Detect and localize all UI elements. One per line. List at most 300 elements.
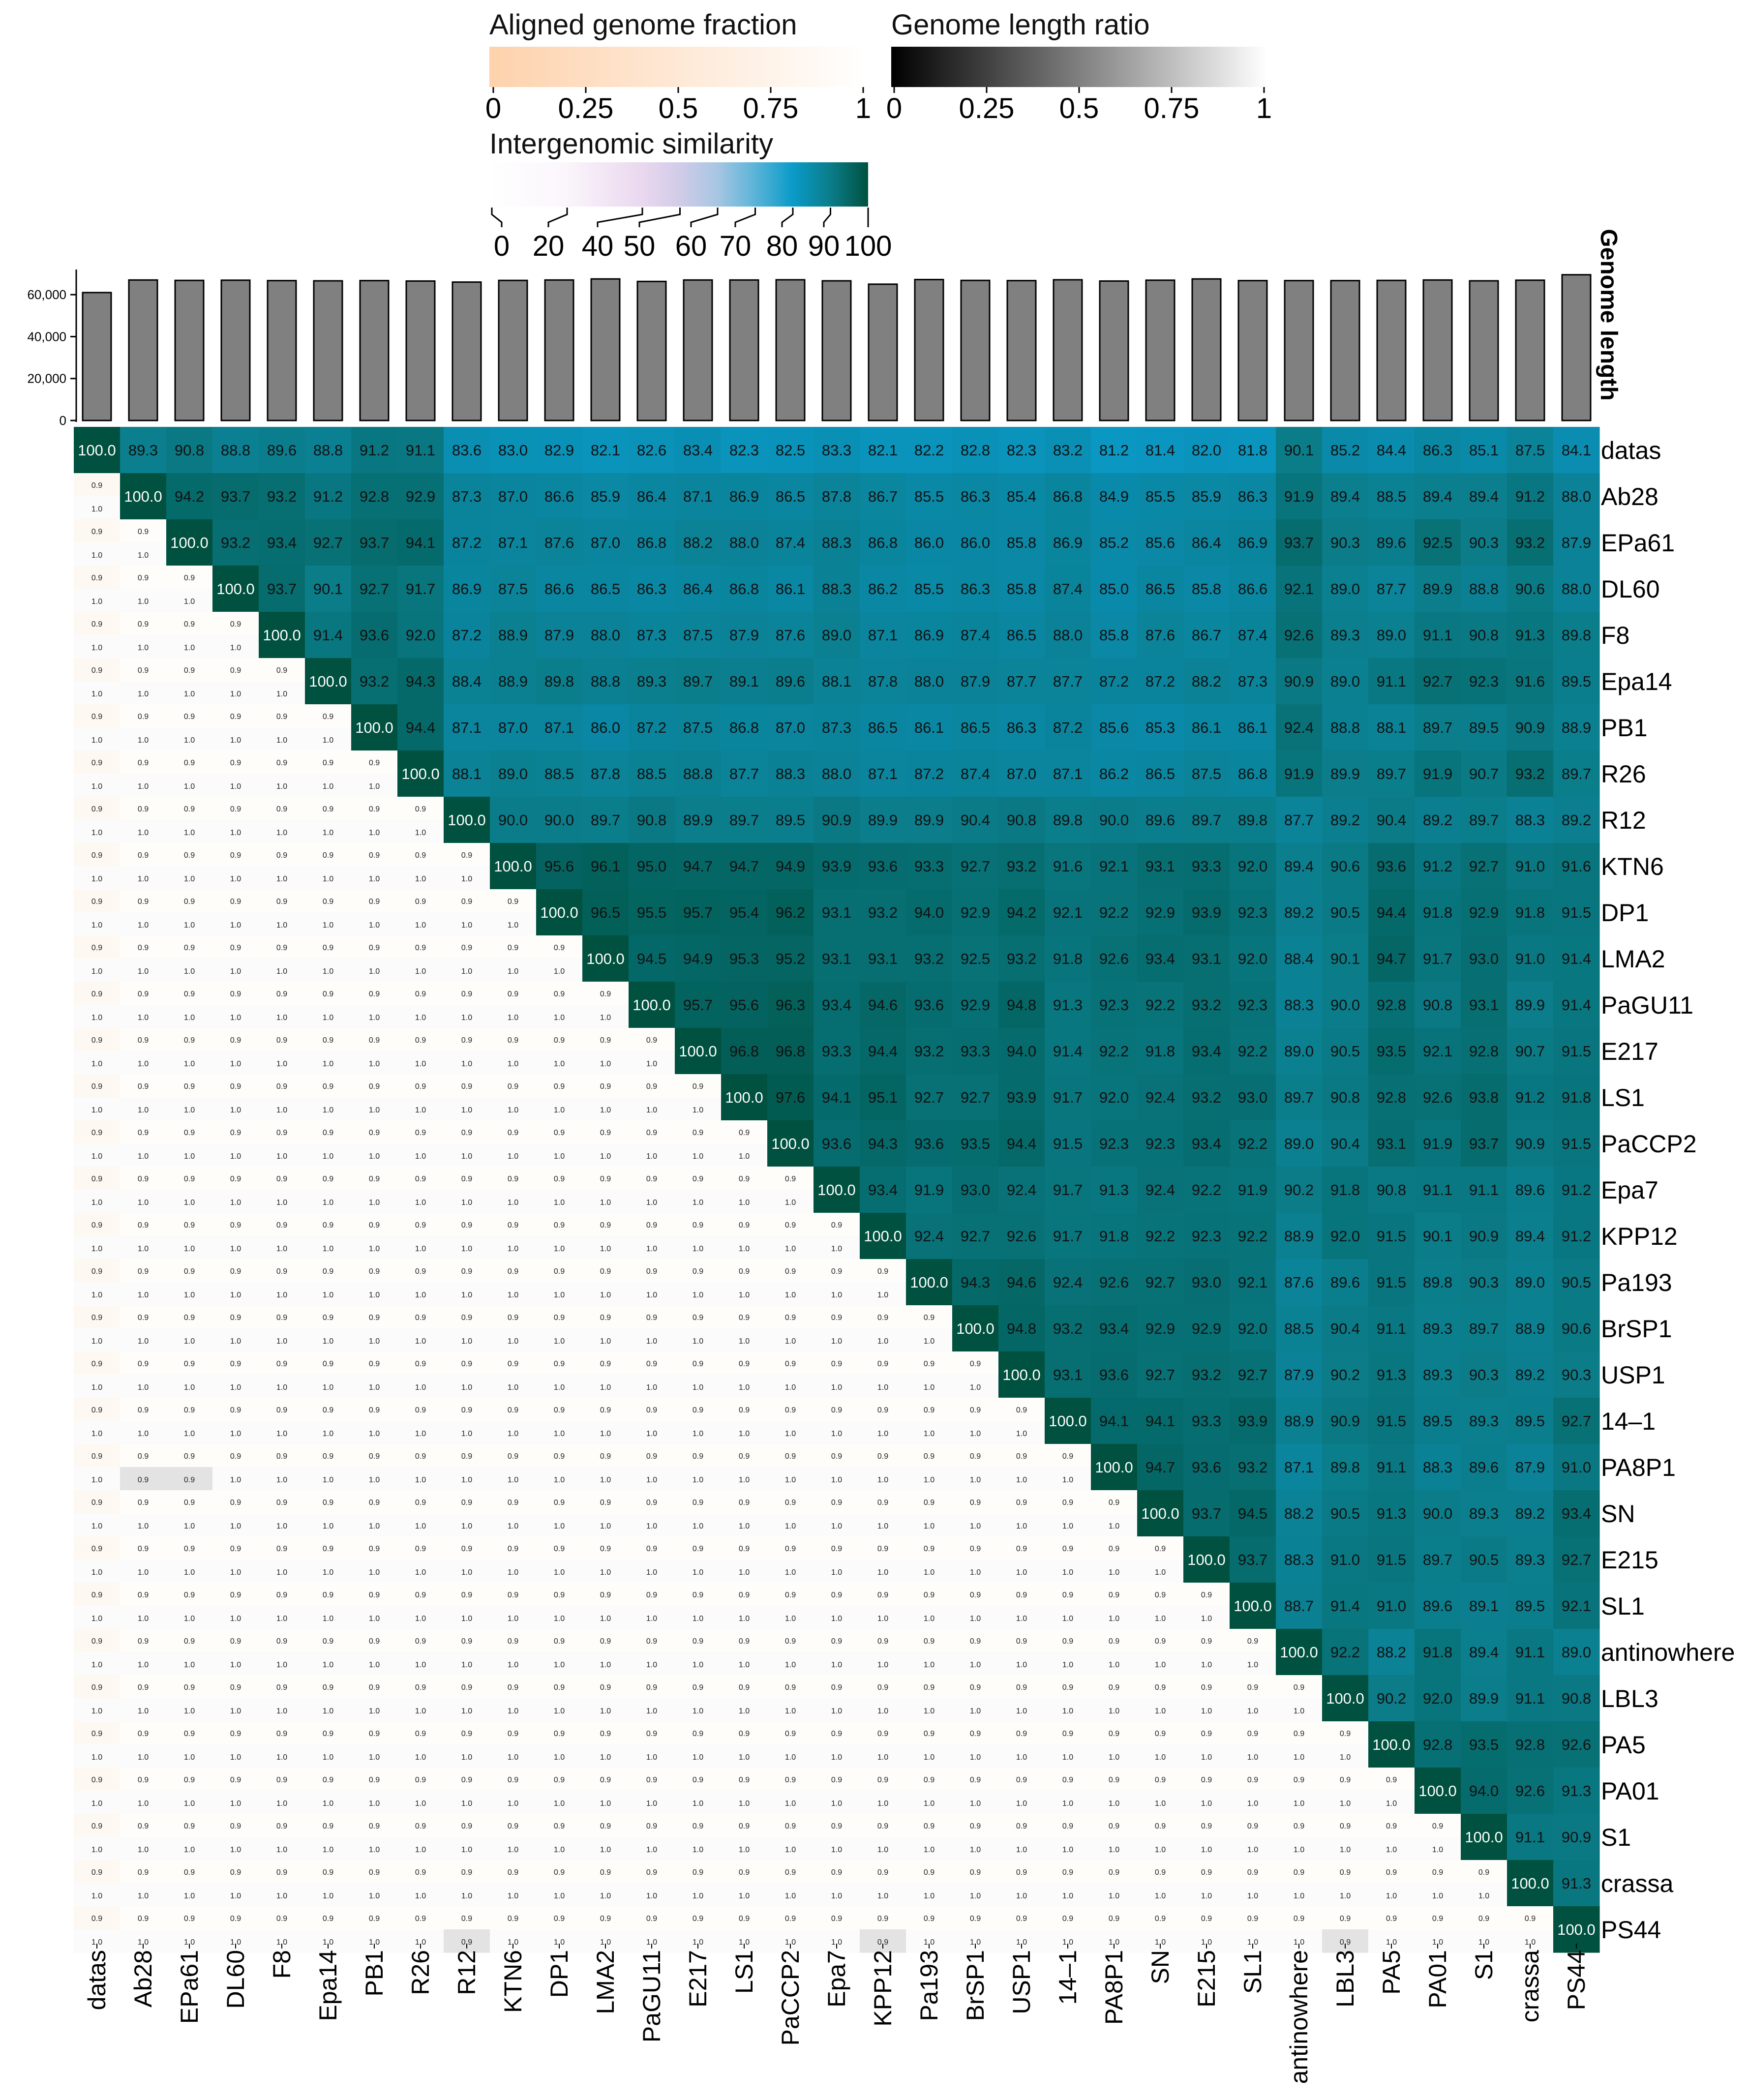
heatmap-cell-ratio-value: 1.0 — [276, 1846, 288, 1854]
heatmap-cell-aligned-value: 0.9 — [230, 1683, 241, 1692]
heatmap-cell-ratio-value: 1.0 — [368, 1476, 380, 1484]
heatmap-cell-aligned-value: 0.9 — [692, 1730, 704, 1738]
heatmap-cell-ratio-value: 1.0 — [91, 1846, 103, 1854]
heatmap-cell-ratio-value: 1.0 — [230, 1800, 241, 1808]
heatmap-cell-ratio-value: 1.0 — [137, 1060, 149, 1068]
heatmap-cell-ratio-value: 1.0 — [461, 921, 473, 930]
heatmap-cell-ratio-value: 1.0 — [1293, 1800, 1305, 1808]
heatmap-cell-value: 81.4 — [1145, 442, 1175, 459]
heatmap-cell-value: 92.4 — [1006, 1181, 1037, 1199]
heatmap-cell-aligned-value: 0.9 — [877, 1360, 889, 1368]
heatmap-cell-aligned-value: 0.9 — [877, 1683, 889, 1692]
heatmap-cell-value: 91.7 — [1053, 1181, 1083, 1199]
heatmap-cell-ratio-value: 1.0 — [322, 1152, 334, 1161]
heatmap-cell-aligned-value: 0.9 — [1293, 1915, 1305, 1923]
bar-DP1 — [545, 280, 573, 420]
heatmap-cell-aligned-value: 0.9 — [969, 1360, 981, 1368]
heatmap-cell-value: 92.6 — [1099, 950, 1129, 967]
heatmap-cell-aligned-value: 0.9 — [322, 1082, 334, 1091]
heatmap-cell-aligned-value: 0.9 — [969, 1683, 981, 1692]
heatmap-cell-aligned-value: 0.9 — [553, 1776, 565, 1784]
col-label-S1: S1 — [1470, 1950, 1498, 1980]
heatmap-cell-aligned-value: 0.9 — [276, 898, 288, 906]
heatmap-cell-aligned-value: 0.9 — [646, 1730, 658, 1738]
heatmap-cell-ratio-value: 1.0 — [322, 829, 334, 837]
heatmap-cell-value: 91.8 — [1053, 950, 1083, 967]
heatmap-cell-ratio-value: 1.0 — [137, 1568, 149, 1577]
heatmap-cell-value: 95.3 — [729, 950, 759, 967]
heatmap-cell-aligned-value: 0.9 — [368, 1175, 380, 1183]
heatmap-cell-ratio-value: 1.0 — [646, 1568, 658, 1577]
heatmap-cell-aligned-value: 0.9 — [923, 1915, 935, 1923]
heatmap-cell-aligned-value: 0.9 — [646, 1129, 658, 1137]
heatmap-cell-aligned-value: 0.9 — [969, 1499, 981, 1507]
heatmap-cell-value: 91.8 — [1561, 1089, 1592, 1106]
heatmap-cell-value: 86.3 — [1006, 719, 1037, 736]
heatmap-cell-aligned-value: 0.9 — [183, 1545, 195, 1553]
heatmap-cell-ratio-value: 1.0 — [923, 1707, 935, 1715]
heatmap-cell-value: 94.7 — [729, 858, 759, 875]
heatmap-cell-value: 92.1 — [1099, 858, 1129, 875]
heatmap-cell-aligned-value: 0.9 — [183, 898, 195, 906]
heatmap-cell-ratio-value: 1.0 — [507, 1014, 519, 1022]
heatmap-cell-value: 93.6 — [359, 627, 390, 644]
heatmap-cell-aligned-value: 0.9 — [738, 1221, 750, 1230]
heatmap-cell-ratio-value: 1.0 — [553, 1568, 565, 1577]
heatmap-cell-ratio-value: 1.0 — [415, 1568, 426, 1577]
heatmap-cell-aligned-value: 0.9 — [553, 1036, 565, 1045]
heatmap-cell-value: 86.4 — [1191, 534, 1222, 551]
row-label-SL1: SL1 — [1601, 1592, 1645, 1620]
heatmap-cell-ratio-value: 1.0 — [646, 1615, 658, 1623]
heatmap-cell-ratio-value: 1.0 — [923, 1522, 935, 1530]
heatmap-cell-value: 89.7 — [1376, 765, 1407, 782]
heatmap-cell-value: 91.0 — [1376, 1597, 1407, 1615]
heatmap-cell-value: 82.5 — [775, 442, 806, 459]
heatmap-cell-aligned-value: 0.9 — [91, 1683, 103, 1692]
heatmap-cell-value: 94.1 — [405, 534, 436, 551]
heatmap-cell-value: 91.2 — [359, 442, 390, 459]
row-label-R26: R26 — [1601, 760, 1646, 788]
heatmap-cell-aligned-value: 0.9 — [368, 944, 380, 952]
heatmap-cell-aligned-value: 0.9 — [507, 898, 519, 906]
heatmap-cell-value: 89.8 — [1422, 1274, 1453, 1291]
heatmap-cell-ratio-value: 1.0 — [553, 1800, 565, 1808]
heatmap-cell-aligned-value: 0.9 — [183, 1036, 195, 1045]
heatmap-cell-value: 85.5 — [1145, 488, 1175, 505]
heatmap-row-labels — [1601, 437, 1735, 1944]
heatmap-cell-ratio-value: 1.0 — [322, 1661, 334, 1669]
heatmap-cell-value: 88.0 — [821, 765, 852, 782]
heatmap-cell-value: 87.9 — [729, 627, 759, 644]
heatmap-cell-value: 89.7 — [1469, 811, 1499, 829]
heatmap-cell-ratio-value: 1.0 — [415, 1846, 426, 1854]
heatmap-cell-aligned-value: 0.9 — [507, 990, 519, 998]
heatmap-cell-value: 88.3 — [1284, 996, 1314, 1014]
heatmap-cell-aligned-value: 0.9 — [600, 1637, 611, 1646]
heatmap-cell-value: 92.2 — [1099, 1043, 1129, 1060]
heatmap-cell-aligned-value: 0.9 — [461, 1036, 473, 1045]
heatmap-cell-aligned-value: 0.9 — [507, 1082, 519, 1091]
heatmap-cell-ratio-value: 1.0 — [137, 1199, 149, 1207]
heatmap-cell-value: 91.2 — [1422, 858, 1453, 875]
heatmap-cell-ratio-value: 1.0 — [415, 1661, 426, 1669]
heatmap-cell-aligned-value: 0.9 — [1062, 1591, 1074, 1599]
heatmap-cell-value: 87.1 — [683, 488, 713, 505]
heatmap-cell-aligned-value: 0.9 — [784, 1868, 796, 1877]
bar-PB1 — [360, 281, 389, 420]
heatmap-cell-aligned-value: 0.9 — [1247, 1776, 1259, 1784]
heatmap-cell-aligned-value: 0.9 — [91, 1776, 103, 1784]
heatmap-cell-aligned-value: 0.9 — [507, 1822, 519, 1830]
heatmap-cell-ratio-value: 1.0 — [322, 1337, 334, 1346]
heatmap-cell-aligned-value: 0.9 — [553, 1129, 565, 1137]
heatmap-cell-aligned-value: 0.9 — [137, 1082, 149, 1091]
heatmap-cell-ratio-value: 1.0 — [600, 1291, 611, 1299]
heatmap-cell-aligned-value: 0.9 — [923, 1360, 935, 1368]
heatmap-cell-value: 88.9 — [1515, 1320, 1545, 1337]
heatmap-cell-aligned-value: 0.9 — [322, 990, 334, 998]
heatmap-cell-aligned-value: 0.9 — [415, 898, 426, 906]
heatmap-cell-aligned-value: 0.9 — [1478, 1915, 1490, 1923]
heatmap-cell-value: 87.2 — [1145, 673, 1175, 690]
heatmap-cell-aligned-value: 0.9 — [461, 1822, 473, 1830]
heatmap-cell-value: 100.0 — [1418, 1782, 1457, 1800]
heatmap-cell-value: 91.5 — [1561, 1043, 1592, 1060]
heatmap-cell-aligned-value: 0.9 — [1108, 1915, 1120, 1923]
heatmap-cell-value: 90.5 — [1561, 1274, 1592, 1291]
heatmap-cell-ratio-value: 1.0 — [230, 1753, 241, 1762]
heatmap-cell-aligned-value: 0.9 — [1062, 1915, 1074, 1923]
heatmap-cell-aligned-value: 0.9 — [183, 1730, 195, 1738]
heatmap-cell-aligned-value: 0.9 — [923, 1452, 935, 1461]
heatmap-cell-ratio-value: 1.0 — [461, 1245, 473, 1253]
heatmap-cell-ratio-value: 1.0 — [91, 1522, 103, 1530]
heatmap-cell-value: 92.0 — [1422, 1690, 1453, 1707]
heatmap-cell-value: 85.6 — [1145, 534, 1175, 551]
heatmap-cell-aligned-value: 0.9 — [692, 1082, 704, 1091]
heatmap-cell-value: 100.0 — [1187, 1551, 1226, 1568]
heatmap-cell-ratio-value: 1.0 — [322, 1892, 334, 1900]
heatmap-cell-aligned-value: 0.9 — [1016, 1868, 1027, 1877]
heatmap-cell-ratio-value: 1.0 — [600, 1938, 611, 1947]
heatmap-cell-value: 100.0 — [956, 1320, 995, 1337]
heatmap-cell-ratio-value: 1.0 — [1016, 1846, 1027, 1854]
heatmap-cell-ratio-value: 1.0 — [91, 782, 103, 791]
heatmap-cell-aligned-value: 0.9 — [230, 1406, 241, 1414]
legend-ratio-colorbar — [891, 47, 1267, 87]
heatmap-cell-value: 89.5 — [775, 811, 806, 829]
heatmap-cell-value: 87.5 — [683, 719, 713, 736]
heatmap-cell-ratio-value: 1.0 — [415, 1337, 426, 1346]
heatmap-cell-ratio-value: 1.0 — [91, 598, 103, 606]
heatmap-cell-ratio-value: 1.0 — [831, 1522, 843, 1530]
heatmap-cell-ratio-value: 1.0 — [461, 1060, 473, 1068]
heatmap-cell-ratio-value: 1.0 — [230, 1846, 241, 1854]
heatmap-cell-aligned-value: 0.9 — [646, 1591, 658, 1599]
heatmap-cell-aligned-value: 0.9 — [1201, 1730, 1212, 1738]
legend-similarity-ticks — [492, 208, 892, 262]
heatmap-cell-value: 100.0 — [401, 765, 440, 782]
heatmap-cell-value: 87.1 — [868, 627, 898, 644]
heatmap-cell-aligned-value: 0.9 — [1386, 1915, 1397, 1923]
heatmap-cell-aligned-value: 0.9 — [461, 1221, 473, 1230]
heatmap-cell-aligned-value: 0.9 — [831, 1915, 843, 1923]
heatmap-cell-aligned-value: 0.9 — [646, 1683, 658, 1692]
heatmap-cell-aligned-value: 0.9 — [923, 1868, 935, 1877]
heatmap-cell-aligned-value: 0.9 — [692, 1221, 704, 1230]
heatmap-cell-aligned-value: 0.9 — [738, 1452, 750, 1461]
heatmap-cell-ratio-value: 1.0 — [923, 1938, 935, 1947]
heatmap-cell-aligned-value: 0.9 — [183, 1452, 195, 1461]
heatmap-cell-aligned-value: 0.9 — [276, 1868, 288, 1877]
heatmap-cell-ratio-value: 1.0 — [600, 1476, 611, 1484]
heatmap-cell-ratio-value: 1.0 — [1339, 1892, 1351, 1900]
heatmap-cell-value: 89.8 — [1053, 811, 1083, 829]
heatmap-cell-ratio-value: 1.0 — [183, 1753, 195, 1762]
heatmap-cell-ratio-value: 1.0 — [738, 1383, 750, 1392]
heatmap-cell-aligned-value: 0.9 — [322, 1637, 334, 1646]
heatmap-cell-value: 88.3 — [1284, 1551, 1314, 1568]
heatmap-cell-ratio-value: 0.9 — [137, 1476, 149, 1484]
heatmap-cell-ratio-value: 1.0 — [877, 1383, 889, 1392]
heatmap-cell-ratio-value: 1.0 — [507, 921, 519, 930]
heatmap-cell-aligned-value: 0.9 — [784, 1683, 796, 1692]
heatmap-cell-ratio-value: 1.0 — [1016, 1615, 1027, 1623]
heatmap-cell-value: 96.8 — [775, 1043, 806, 1060]
heatmap-cell-ratio-value: 1.0 — [923, 1476, 935, 1484]
heatmap-cell-aligned-value: 0.9 — [784, 1314, 796, 1322]
heatmap-cell-value: 92.0 — [1099, 1089, 1129, 1106]
heatmap-cell-aligned-value: 0.9 — [923, 1545, 935, 1553]
heatmap-cell-aligned-value: 0.9 — [969, 1776, 981, 1784]
legend-ratio-title: Genome length ratio — [891, 9, 1150, 41]
heatmap-cell-value: 92.9 — [1191, 1320, 1222, 1337]
heatmap-cell-ratio-value: 1.0 — [784, 1615, 796, 1623]
bar-BrSP1 — [961, 280, 990, 420]
heatmap-cell-ratio-value: 1.0 — [322, 1245, 334, 1253]
heatmap-cell-aligned-value: 0.9 — [415, 1314, 426, 1322]
heatmap-cell-ratio-value: 1.0 — [137, 1014, 149, 1022]
heatmap-cell-value: 89.0 — [1561, 1644, 1592, 1661]
heatmap-cell-aligned-value: 0.9 — [692, 1915, 704, 1923]
heatmap-cell-ratio-value: 1.0 — [507, 1430, 519, 1438]
heatmap-cell-aligned-value: 0.9 — [461, 1360, 473, 1368]
heatmap-cell-ratio-value: 1.0 — [230, 1430, 241, 1438]
heatmap-cell-value: 90.3 — [1561, 1366, 1592, 1383]
heatmap-cell-ratio-value: 1.0 — [923, 1846, 935, 1854]
heatmap-cell-aligned-value: 0.9 — [230, 620, 241, 629]
heatmap-cell-value: 100.0 — [309, 673, 347, 690]
heatmap-cell-ratio-value: 1.0 — [322, 1014, 334, 1022]
col-label-EPa61: EPa61 — [176, 1950, 203, 2024]
heatmap-cell-ratio-value: 1.0 — [91, 921, 103, 930]
heatmap-cell-value: 91.2 — [313, 488, 343, 505]
heatmap-cell-value: 92.6 — [1561, 1736, 1592, 1753]
heatmap-cell-aligned-value: 0.9 — [877, 1267, 889, 1276]
bar-chart-y-tick-label: 20,000 — [27, 371, 66, 386]
heatmap-cell-aligned-value: 0.9 — [646, 1822, 658, 1830]
heatmap-cell-aligned-value: 0.9 — [738, 1129, 750, 1137]
heatmap-cell-ratio-value: 1.0 — [230, 1291, 241, 1299]
heatmap-cell-aligned-value: 0.9 — [230, 1822, 241, 1830]
heatmap-cell-value: 95.5 — [636, 904, 667, 921]
heatmap-cell-ratio-value: 1.0 — [276, 1291, 288, 1299]
heatmap-cell-aligned-value: 0.9 — [276, 1129, 288, 1137]
heatmap-cell-ratio-value: 1.0 — [600, 1383, 611, 1392]
legend-ratio — [886, 9, 1272, 124]
heatmap-cell-value: 91.5 — [1561, 904, 1592, 921]
heatmap-cell-aligned-value: 0.9 — [1154, 1730, 1166, 1738]
heatmap-cell-ratio-value: 1.0 — [738, 1199, 750, 1207]
heatmap-cell-ratio-value: 1.0 — [461, 1337, 473, 1346]
heatmap-cell-ratio-value: 1.0 — [230, 1152, 241, 1161]
heatmap-cell-aligned-value: 0.9 — [1201, 1915, 1212, 1923]
heatmap-cell-ratio-value: 1.0 — [877, 1337, 889, 1346]
row-label-LBL3: LBL3 — [1601, 1685, 1658, 1712]
heatmap-cell-value: 87.7 — [1006, 673, 1037, 690]
heatmap-cell-aligned-value: 0.9 — [276, 1360, 288, 1368]
legend-similarity-tick-mark — [691, 208, 718, 227]
heatmap-cell-aligned-value: 0.9 — [322, 898, 334, 906]
heatmap-cell-value: 100.0 — [1280, 1644, 1318, 1661]
legend-similarity-tick-mark — [782, 208, 793, 227]
heatmap-cell-value: 87.6 — [775, 627, 806, 644]
heatmap-cell-ratio-value: 1.0 — [230, 829, 241, 837]
heatmap-cell-aligned-value: 0.9 — [183, 1129, 195, 1137]
heatmap-cell-aligned-value: 0.9 — [553, 1082, 565, 1091]
heatmap-cell-aligned-value: 0.9 — [461, 1406, 473, 1414]
heatmap-cell-ratio-value: 1.0 — [461, 1846, 473, 1854]
heatmap-cell-aligned-value: 0.9 — [553, 1360, 565, 1368]
heatmap-cell-aligned-value: 0.9 — [1432, 1822, 1444, 1830]
heatmap-cell-aligned-value: 0.9 — [600, 1452, 611, 1461]
heatmap-cell-value: 88.9 — [1284, 1228, 1314, 1245]
heatmap-cell-aligned-value: 0.9 — [230, 851, 241, 860]
heatmap-cell-ratio-value: 1.0 — [230, 736, 241, 745]
heatmap-cell-value: 92.1 — [1422, 1043, 1453, 1060]
heatmap-cell-ratio-value: 1.0 — [923, 1337, 935, 1346]
heatmap-cell-ratio-value: 1.0 — [877, 1522, 889, 1530]
heatmap-cell-ratio-value: 1.0 — [646, 1060, 658, 1068]
heatmap-cell-value: 93.4 — [1099, 1320, 1129, 1337]
heatmap-cell-ratio-value: 1.0 — [183, 1106, 195, 1114]
heatmap-cell-value: 89.4 — [1469, 1644, 1499, 1661]
heatmap-cell-aligned-value: 0.9 — [969, 1822, 981, 1830]
bar-PA5 — [1377, 280, 1406, 420]
heatmap-cell-ratio-value: 1.0 — [461, 1800, 473, 1808]
heatmap-cell-ratio-value: 1.0 — [692, 1430, 704, 1438]
heatmap-cell-aligned-value: 0.9 — [507, 944, 519, 952]
heatmap-cell-aligned-value: 0.9 — [183, 1360, 195, 1368]
row-label-KPP12: KPP12 — [1601, 1223, 1678, 1250]
heatmap-cell-value: 93.7 — [359, 534, 390, 551]
heatmap-cell-ratio-value: 1.0 — [553, 1060, 565, 1068]
heatmap-cell-value: 86.5 — [868, 719, 898, 736]
heatmap-cell-ratio-value: 1.0 — [969, 1892, 981, 1900]
heatmap-cell-ratio-value: 1.0 — [137, 967, 149, 976]
heatmap-cell-aligned-value: 0.9 — [91, 805, 103, 813]
heatmap-cell-aligned-value: 0.9 — [461, 1637, 473, 1646]
heatmap-cell-ratio-value: 1.0 — [831, 1291, 843, 1299]
col-label-R12: R12 — [453, 1950, 481, 1995]
heatmap-cell-value: 86.2 — [1099, 765, 1129, 782]
heatmap-cell-ratio-value: 0.9 — [183, 1476, 195, 1484]
heatmap-cell-value: 82.1 — [868, 442, 898, 459]
heatmap-cell-value: 93.2 — [220, 534, 251, 551]
heatmap-cell-value: 81.2 — [1099, 442, 1129, 459]
legend-aligned-tick-label: 0.25 — [558, 92, 614, 124]
heatmap-cell-ratio-value: 1.0 — [923, 1383, 935, 1392]
heatmap-cell-ratio-value: 1.0 — [877, 1430, 889, 1438]
heatmap-cell-ratio-value: 1.0 — [969, 1800, 981, 1808]
heatmap-cell-value: 85.1 — [1469, 442, 1499, 459]
heatmap-cell-aligned-value: 0.9 — [923, 1730, 935, 1738]
heatmap-cell-ratio-value: 1.0 — [276, 1060, 288, 1068]
heatmap-cell-aligned-value: 0.9 — [600, 1545, 611, 1553]
heatmap-cell-ratio-value: 1.0 — [1108, 1615, 1120, 1623]
heatmap-cell-aligned-value: 0.9 — [1108, 1776, 1120, 1784]
bar-antinowhere — [1285, 281, 1313, 420]
col-label-PA5: PA5 — [1378, 1950, 1405, 1995]
heatmap-cell-value: 89.9 — [1515, 996, 1545, 1014]
heatmap-cell-aligned-value: 0.9 — [183, 851, 195, 860]
heatmap-cell-ratio-value: 1.0 — [1062, 1892, 1074, 1900]
heatmap-cell-aligned-value: 0.9 — [923, 1776, 935, 1784]
heatmap-cell-value: 91.8 — [1145, 1043, 1175, 1060]
heatmap-cell-value: 91.3 — [1376, 1366, 1407, 1383]
heatmap-cell-value: 89.7 — [729, 811, 759, 829]
row-label-PS44: PS44 — [1601, 1916, 1661, 1944]
heatmap-cell-ratio-value: 1.0 — [137, 829, 149, 837]
heatmap-cell-value: 88.5 — [1284, 1320, 1314, 1337]
heatmap-cell-aligned-value: 0.9 — [646, 1360, 658, 1368]
heatmap-cell-aligned-value: 0.9 — [368, 1637, 380, 1646]
heatmap-cell-ratio-value: 1.0 — [368, 967, 380, 976]
heatmap-cell-aligned-value: 0.9 — [646, 1868, 658, 1877]
heatmap-cell-aligned-value: 0.9 — [368, 1776, 380, 1784]
heatmap-cell-ratio-value: 1.0 — [784, 1938, 796, 1947]
heatmap-cell-value: 90.9 — [1515, 719, 1545, 736]
heatmap-cell-value: 85.5 — [914, 488, 944, 505]
heatmap-cell-value: 85.5 — [914, 580, 944, 598]
heatmap-cell-value: 96.8 — [729, 1043, 759, 1060]
heatmap-cell-value: 88.5 — [544, 765, 574, 782]
heatmap-cell-aligned-value: 0.9 — [91, 1499, 103, 1507]
heatmap-cell-aligned-value: 0.9 — [646, 1915, 658, 1923]
heatmap-cell-aligned-value: 0.9 — [831, 1822, 843, 1830]
heatmap-cell-ratio-value: 1.0 — [831, 1430, 843, 1438]
heatmap-cell-aligned-value: 0.9 — [877, 1915, 889, 1923]
row-label-R12: R12 — [1601, 807, 1646, 834]
heatmap-cell-aligned-value: 0.9 — [738, 1360, 750, 1368]
heatmap-cell-ratio-value: 1.0 — [461, 1430, 473, 1438]
heatmap-cell-ratio-value: 1.0 — [322, 1568, 334, 1577]
heatmap-cell-value: 89.9 — [868, 811, 898, 829]
heatmap-cell-ratio-value: 1.0 — [368, 1522, 380, 1530]
heatmap-cell-aligned-value: 0.9 — [183, 990, 195, 998]
heatmap-cell-ratio-value: 1.0 — [507, 1568, 519, 1577]
heatmap-cell-ratio-value: 1.0 — [415, 1291, 426, 1299]
heatmap-cell-ratio-value: 1.0 — [1016, 1430, 1027, 1438]
heatmap-cell-ratio-value: 1.0 — [646, 1383, 658, 1392]
heatmap-cell-aligned-value: 0.9 — [183, 1637, 195, 1646]
heatmap-cell-ratio-value: 1.0 — [1154, 1846, 1166, 1854]
heatmap-cell-ratio-value: 1.0 — [183, 782, 195, 791]
col-label-DL60: DL60 — [222, 1950, 249, 2009]
heatmap-cell-value: 89.2 — [1284, 904, 1314, 921]
heatmap-cell-value: 94.3 — [960, 1274, 991, 1291]
